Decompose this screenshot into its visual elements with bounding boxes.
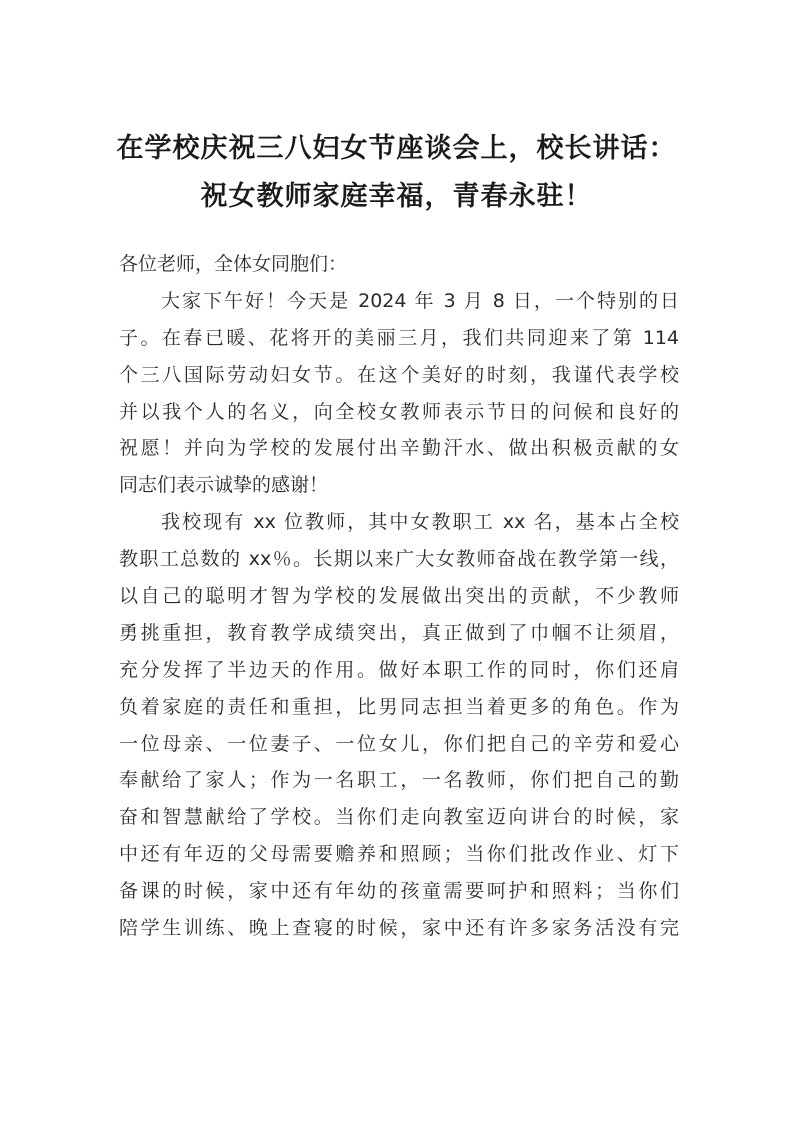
paragraph-line: 充分发挥了半边天的作用。做好本职工作的同时，你们还肩: [119, 658, 679, 681]
paragraph-line: 中还有年迈的父母需要赡养和照顾；当你们批改作业、灯下: [119, 843, 679, 866]
paragraph-1: [119, 283, 679, 504]
paragraph-2: [119, 504, 679, 947]
paragraph-line: 子。在春已暖、花将开的美丽三月，我们共同迎来了第 114: [119, 326, 679, 349]
paragraph-line: 奋和智慧献给了学校。当你们走向教室迈向讲台的时候，家: [119, 806, 679, 829]
paragraph-line: 我校现有 xx 位教师，其中女教职工 xx 名，基本占全校: [161, 511, 679, 534]
paragraph-line: 一位母亲、一位妻子、一位女儿，你们把自己的辛劳和爱心: [119, 732, 679, 755]
title-line-2: 祝女教师家庭幸福，青春永驻！: [200, 181, 593, 212]
paragraph-line: 大家下午好！今天是 2024 年 3 月 8 日，一个特别的日: [161, 289, 679, 312]
paragraph-line: 祝愿！并向为学校的发展付出辛勤汗水、做出积极贡献的女: [119, 437, 679, 460]
paragraph-line: 备课的时候，家中还有年幼的孩童需要呵护和照料；当你们: [119, 880, 679, 903]
paragraph-line: 个三八国际劳动妇女节。在这个美好的时刻，我谨代表学校: [119, 363, 679, 386]
document-body: [119, 246, 679, 947]
salutation: 各位老师，全体女同胞们：: [119, 253, 348, 275]
paragraph-line: 勇挑重担，教育教学成绩突出，真正做到了巾帼不让须眉，: [119, 621, 679, 644]
paragraph-line: 奉献给了家人；作为一名职工，一名教师，你们把自己的勤: [119, 769, 679, 792]
paragraph-line: 同志们表示诚挚的感谢！: [119, 474, 329, 497]
paragraph-line: 以自己的聪明才智为学校的发展做出突出的贡献，不少教师: [119, 585, 679, 608]
paragraph-line: 教职工总数的 xx％。长期以来广大女教师奋战在教学第一线，: [119, 548, 679, 571]
paragraph-line: 陪学生训练、晚上查寝的时候，家中还有许多家务活没有完: [119, 917, 679, 940]
paragraph-line: 负着家庭的责任和重担，比男同志担当着更多的角色。作为: [119, 695, 679, 718]
paragraph-line: 并以我个人的名义，向全校女教师表示节日的问候和良好的: [119, 400, 679, 423]
title-line-1: 在学校庆祝三八妇女节座谈会上，校长讲话：: [116, 133, 677, 164]
